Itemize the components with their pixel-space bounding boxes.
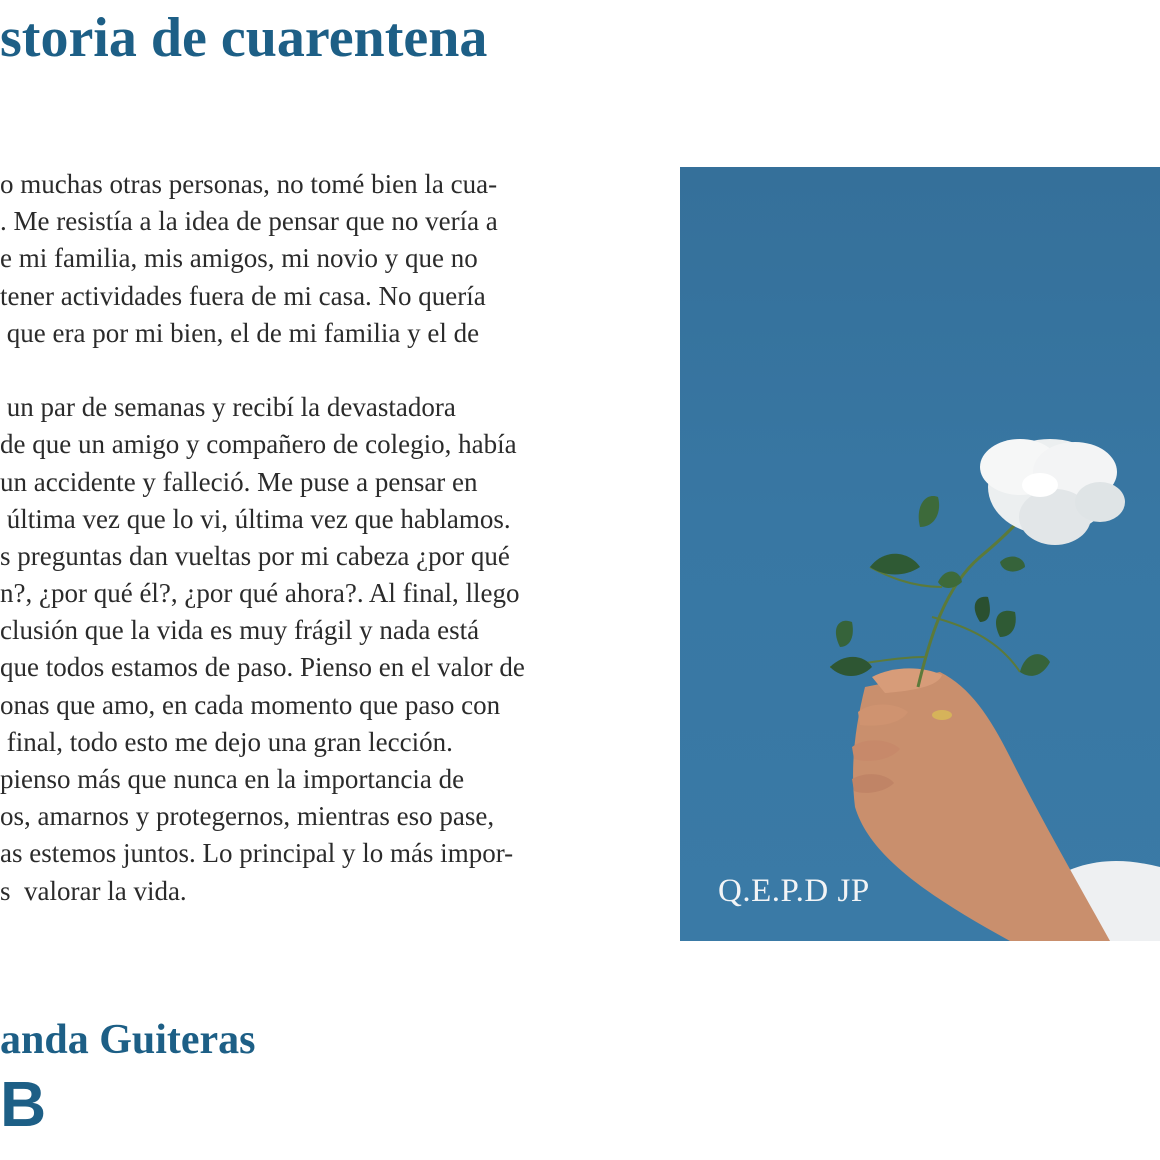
body-line: clusión que la vida es muy frágil y nada está <box>0 615 480 646</box>
white-rose <box>980 439 1125 545</box>
author-name: anda Guiteras <box>0 1017 256 1063</box>
paragraph-1 <box>0 166 640 352</box>
body-line: as estemos juntos. Lo principal y lo más impor- <box>0 838 514 869</box>
body-line: onas que amo, en cada momento que paso con <box>0 689 501 720</box>
body-line: final, todo esto me dejo una gran lección. <box>0 726 453 757</box>
body-line: que era por mi bien, el de mi familia y el de <box>0 317 480 348</box>
paragraph-2 <box>0 389 640 910</box>
photo-caption: Q.E.P.D JP <box>718 873 870 909</box>
hand-holding-rose-illustration <box>680 167 1160 941</box>
body-line: os, amarnos y protegernos, mientras eso pase, <box>0 801 495 832</box>
body-line: e mi familia, mis amigos, mi novio y que no <box>0 243 478 274</box>
body-line: o muchas otras personas, no tomé bien la cua- <box>0 169 498 199</box>
body-line: s preguntas dan vueltas por mi cabeza ¿por qué <box>0 540 510 571</box>
leaf-shape <box>836 621 853 647</box>
article-body <box>0 166 640 910</box>
leaf-shape <box>919 496 939 527</box>
body-line: . Me resistía a la idea de pensar que no vería a <box>0 206 498 237</box>
rose-petal <box>1075 482 1125 522</box>
article-title: storia de cuarentena <box>0 7 488 69</box>
body-line: última vez que lo vi, última vez que hablamos. <box>0 503 511 534</box>
leaf-shape <box>1000 557 1025 572</box>
body-line: que todos estamos de paso. Pienso en el valor de <box>0 652 525 683</box>
body-line: de que un amigo y compañero de colegio, había <box>0 429 517 460</box>
body-line: pienso más que nunca en la importancia de <box>0 764 465 794</box>
body-line: n?, ¿por qué él?, ¿por qué ahora?. Al final, llego <box>0 578 520 609</box>
body-line: un par de semanas y recibí la devastadora <box>0 392 456 423</box>
rose-petal <box>1022 473 1058 497</box>
section-mark: B <box>0 1068 47 1140</box>
leaf-shape <box>975 597 990 622</box>
leaf-shape <box>996 611 1016 637</box>
rose-photo <box>680 167 1160 941</box>
body-line: tener actividades fuera de mi casa. No quería <box>0 280 486 311</box>
body-line: s valorar la vida. <box>0 875 187 906</box>
leaf-shape <box>938 571 962 588</box>
leaf-shape <box>830 657 872 676</box>
body-line: un accidente y falleció. Me puse a pensar en <box>0 466 478 497</box>
ring-shape <box>932 710 952 720</box>
leaf-shape <box>1020 654 1050 676</box>
